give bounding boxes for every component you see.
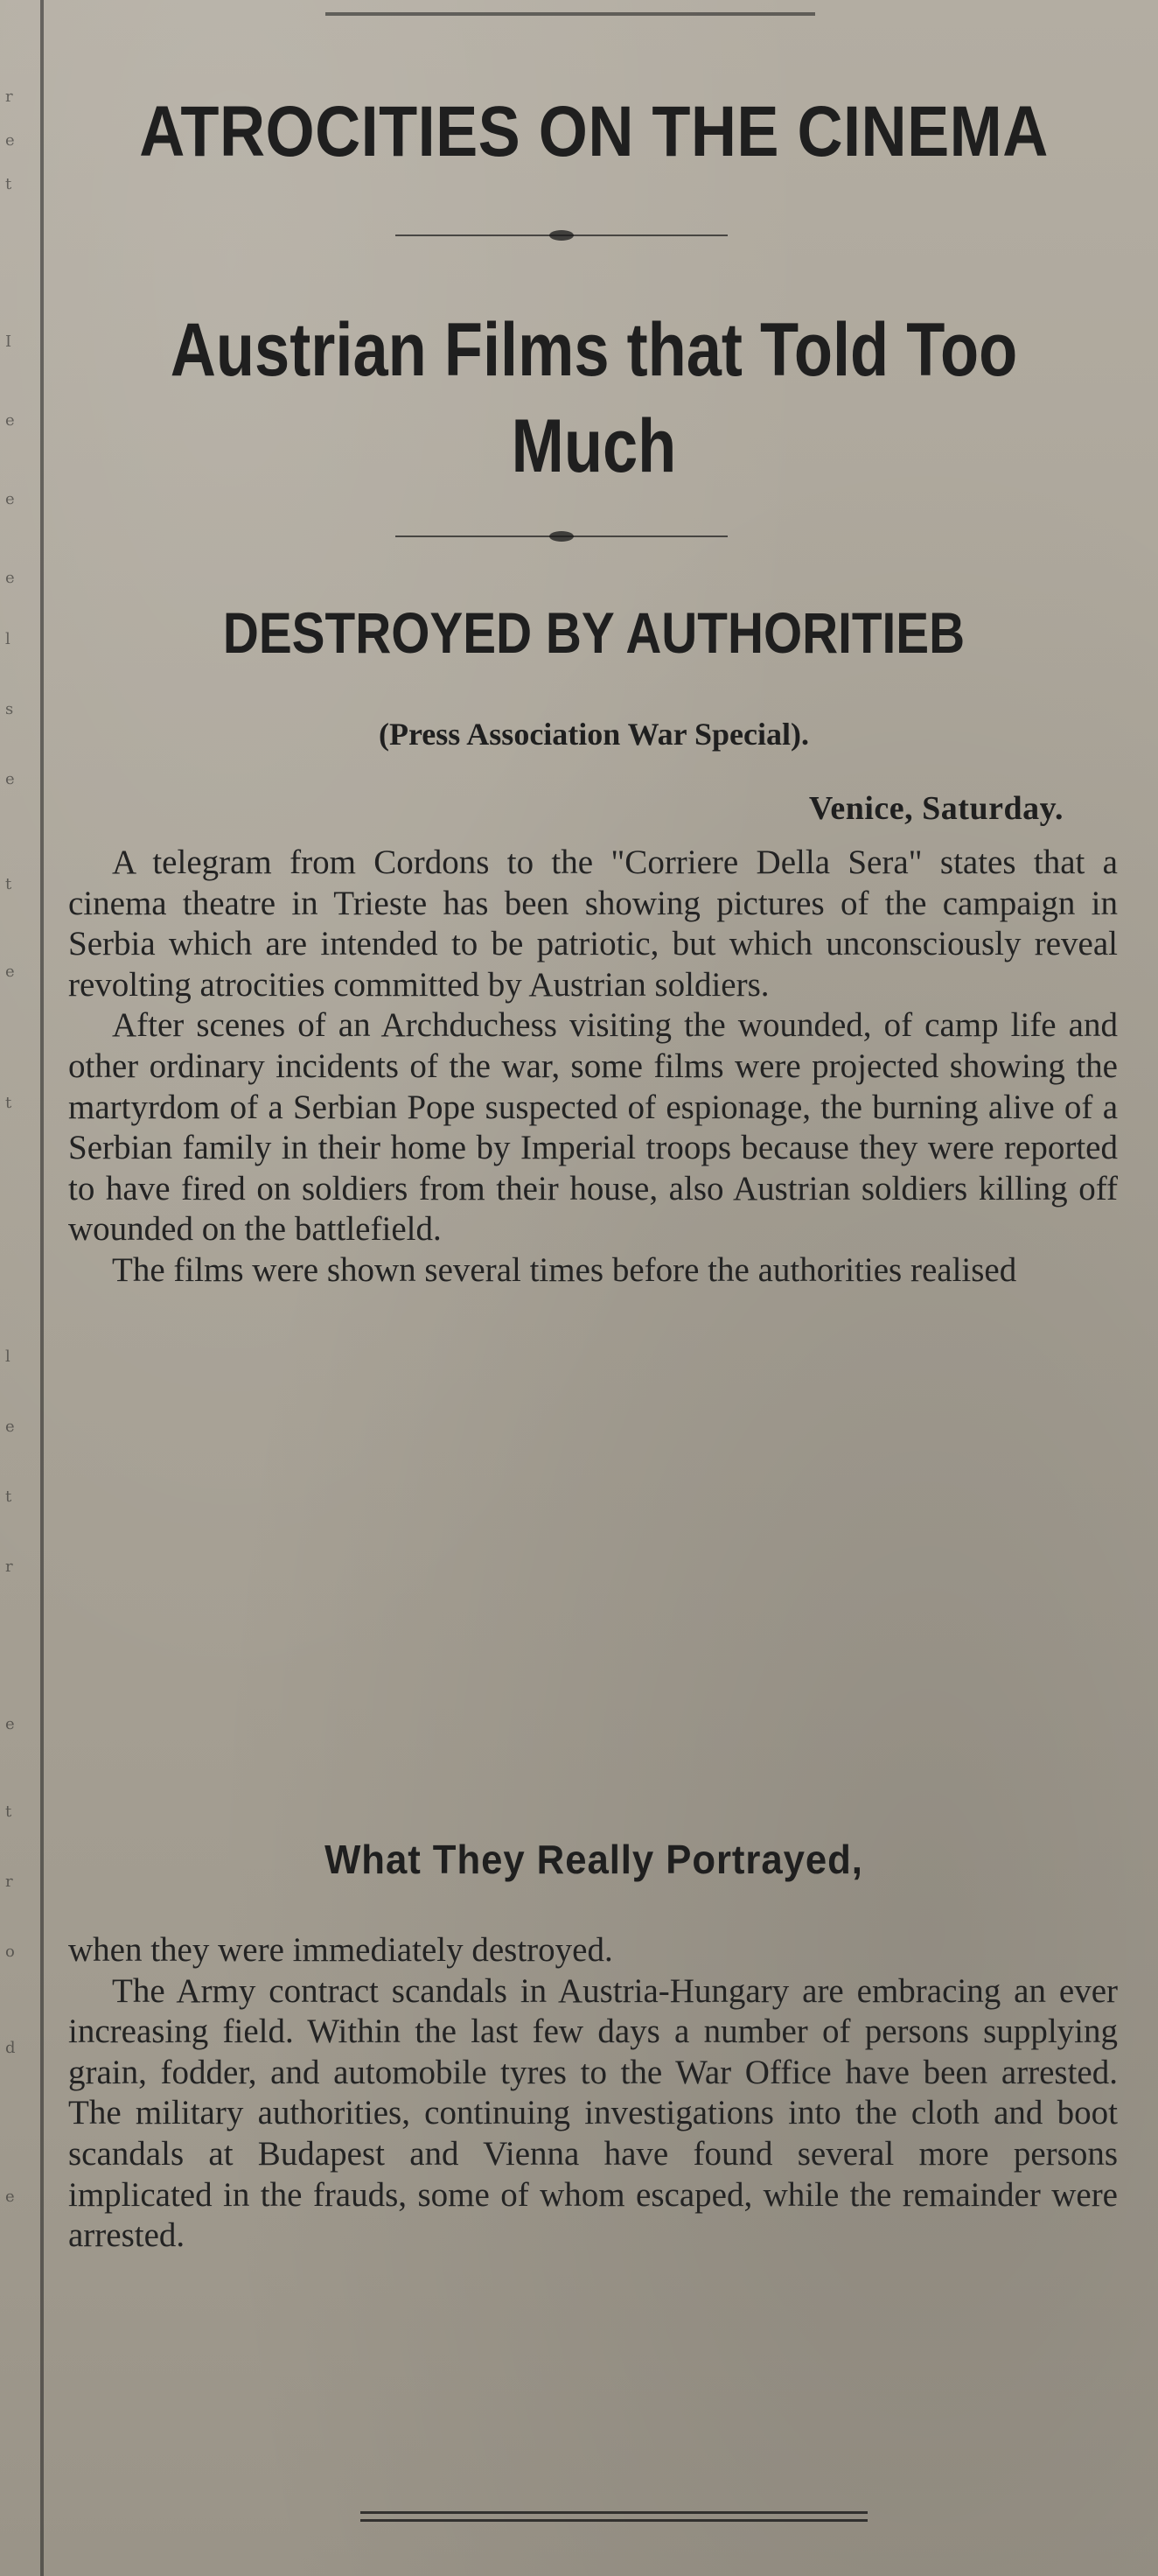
adjacent-column-fragments: r e t I e e e l s e t e t l e t r e t r o d e xyxy=(5,88,16,2206)
paragraph: The Army contract scandals in Austria-Hungary are embracing an ever increasing field. Within the last few days a number of persons supplying grain, fodder, and automobile tyres to the War Office have been arrested. The military authorities, continuing investigations into the cloth and boot scandals at Budapest and Vienna have found several more persons implicated in the frauds, some of whom escaped, while the remainder were arrested. xyxy=(68,1971,1118,2255)
paragraph: After scenes of an Archduchess visiting the wounded, of camp life and other ordinary incidents of the war, some films were projected showing the martyrdom of a Serbian Pope suspected of espionage, the burning alive of a Serbian family in their home by Imperial troops because they were reported to have fired on soldiers from their house, also Austrian soldiers killing off wounded on the battlefield. xyxy=(68,1006,1118,1249)
paragraph: when they were immediately destroyed. xyxy=(68,1931,613,1969)
press-credit: (Press Association War Special). xyxy=(378,717,809,752)
article xyxy=(63,0,1125,2576)
ornamental-rule xyxy=(395,536,728,537)
subheadline xyxy=(148,302,1040,494)
article-body-part2 xyxy=(68,1930,1118,2257)
third-headline: DESTROYED BY AUTHORITIEB xyxy=(222,600,966,665)
article-body-part1 xyxy=(68,843,1118,1292)
ornamental-rule xyxy=(395,234,728,236)
headline: ATROCITIES ON THE CINEMA xyxy=(139,92,1049,172)
top-rule xyxy=(325,12,815,16)
section-subhead: What They Really Portrayed, xyxy=(324,1837,863,1882)
dateline: Venice, Saturday. xyxy=(808,790,1064,827)
subheadline-line: Much xyxy=(511,404,677,488)
bottom-rule xyxy=(360,2511,868,2522)
subheadline-line: Austrian Films that Told Too xyxy=(170,308,1018,392)
paragraph: The films were shown several times before the authorities realised xyxy=(112,1250,1017,1289)
paragraph: A telegram from Cordons to the "Corriere Della Sera" states that a cinema theatre in Trieste has been showing pictures of the campaign in Serbia which are intended to be patriotic, but which unconsciously reveal revolting atrocities committed by Austrian soldiers. xyxy=(68,844,1118,1004)
column-rule xyxy=(40,0,44,2576)
